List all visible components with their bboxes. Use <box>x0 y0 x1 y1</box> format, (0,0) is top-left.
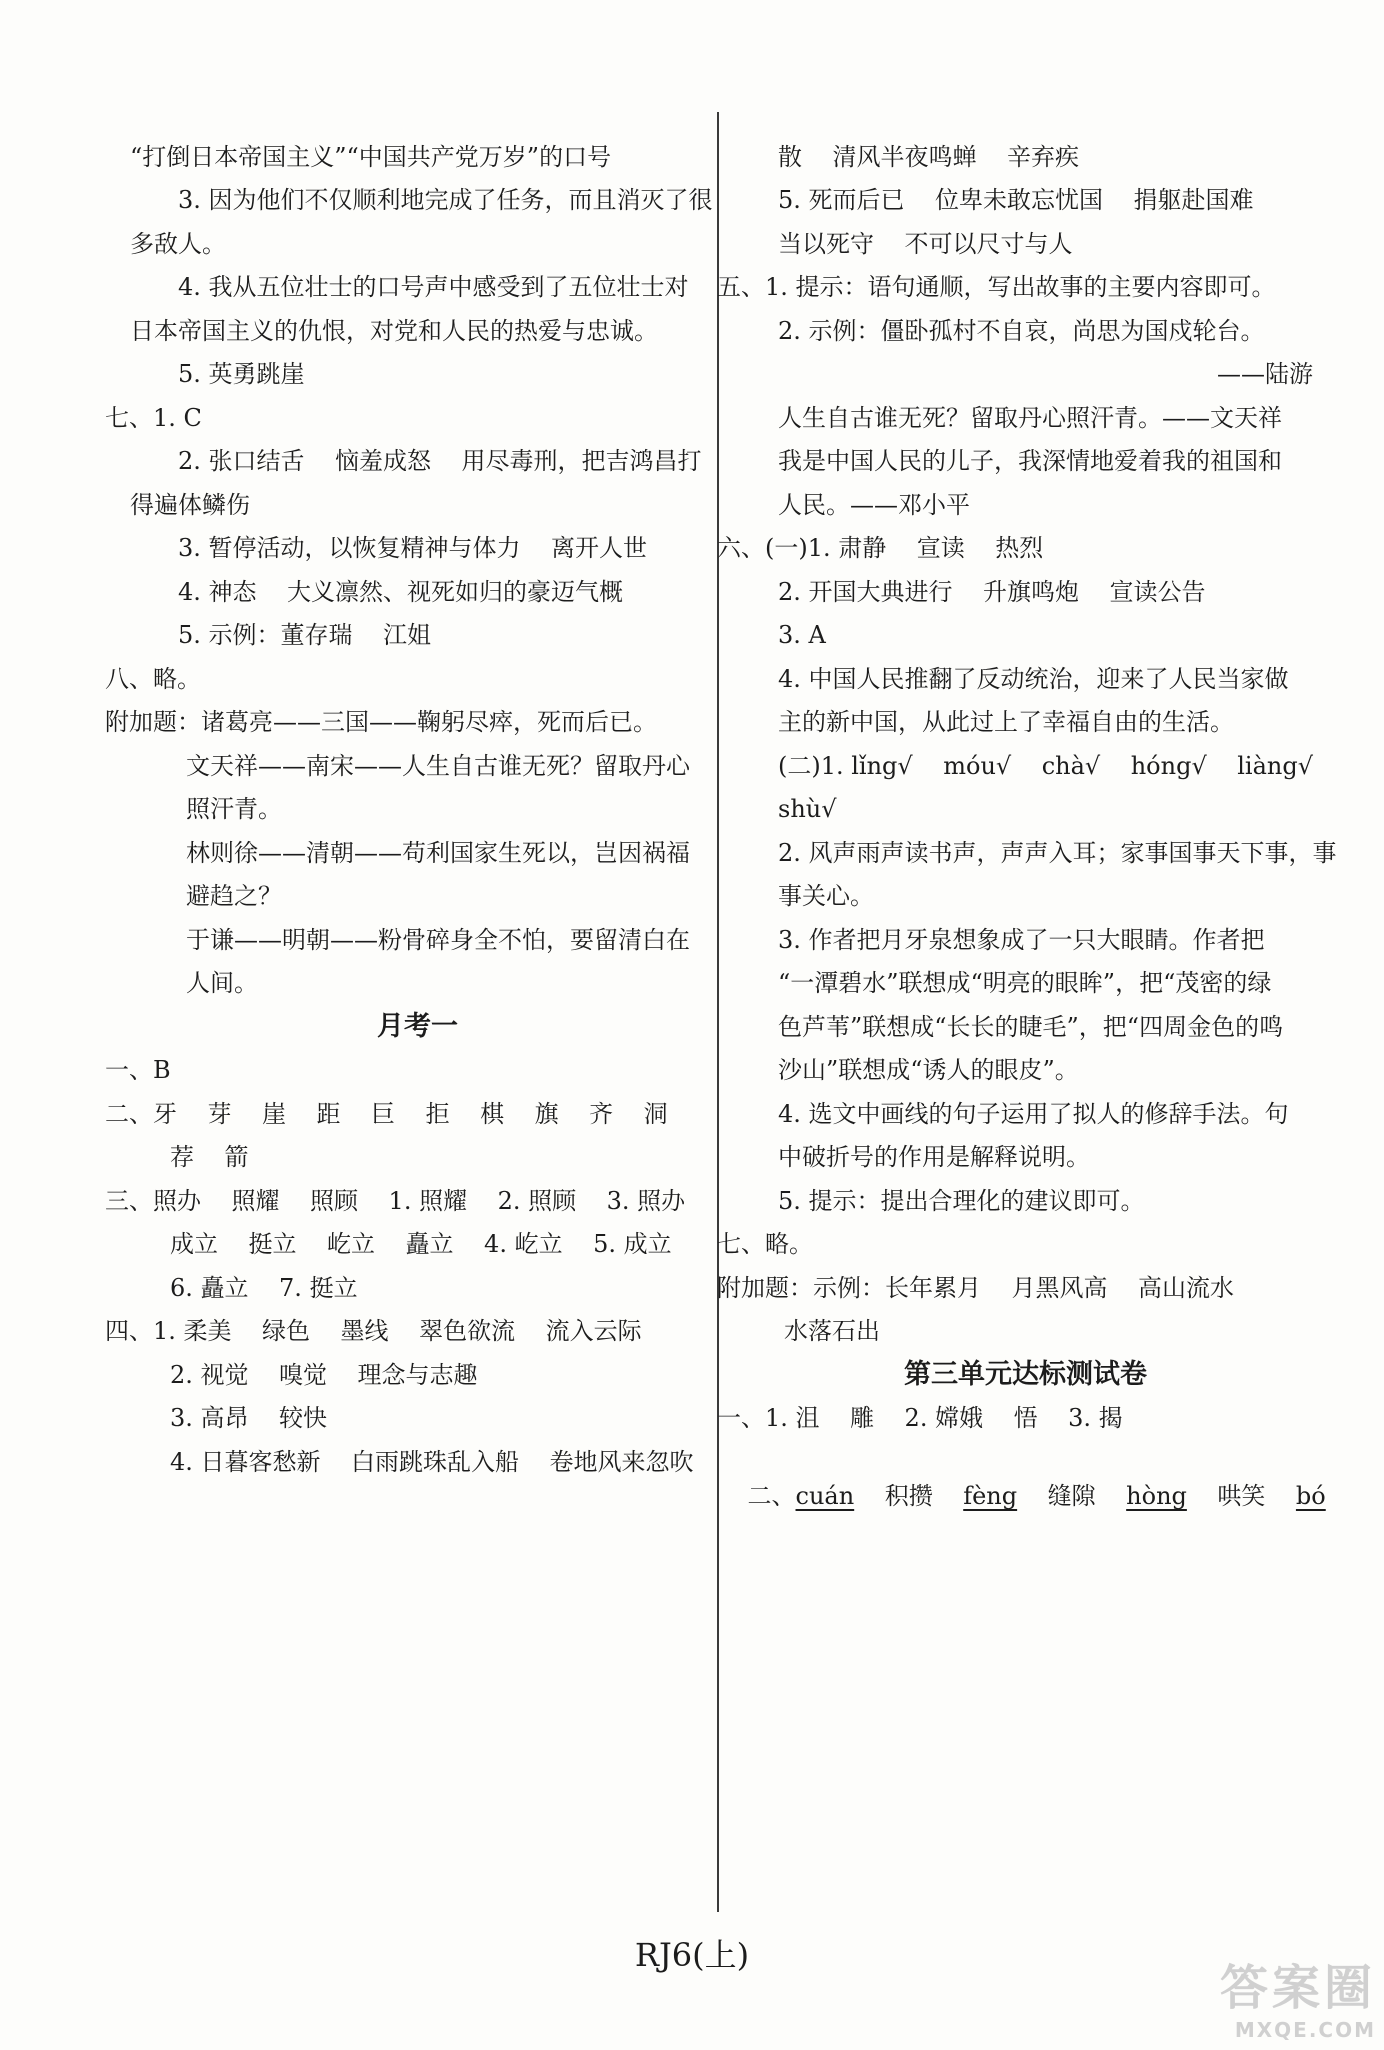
answer-line: 事关心。 <box>778 882 874 910</box>
answer-line: 林则徐——清朝——苟利国家生死以，岂因祸福 <box>186 839 690 867</box>
answer-line: 2. 风声雨声读书声，声声入耳；家事国事天下事，事 <box>778 839 1337 867</box>
section-heading: 二、牙 芽 崖 距 巨 拒 棋 旗 齐 洞 <box>105 1100 668 1128</box>
answer-line: 4. 日暮客愁新 白雨跳珠乱入船 卷地风来忽吹 <box>170 1448 694 1476</box>
answer-line: 2. 示例：僵卧孤村不自哀，尚思为国戍轮台。 <box>778 317 1265 345</box>
pinyin: bó <box>1295 1482 1326 1510</box>
answer-line: 水落石出 <box>784 1317 880 1345</box>
answer-line: 2. 开国大典进行 升旗鸣炮 宣读公告 <box>778 578 1206 606</box>
section-heading: 四、1. 柔美 绿色 墨线 翠色欲流 流入云际 <box>105 1317 642 1345</box>
unit-test-title: 第三单元达标测试卷 <box>904 1359 1147 1390</box>
answer-line: “一潭碧水”联想成“明亮的眼眸”，把“茂密的绿 <box>778 969 1272 997</box>
column-divider <box>717 112 719 1912</box>
answer-line: 避趋之？ <box>186 882 282 910</box>
pinyin: fèng <box>963 1482 1018 1510</box>
watermark <box>1220 1949 1376 2042</box>
answer-line: 沙山”联想成“诱人的眼皮”。 <box>778 1056 1079 1084</box>
answer-line: 5. 示例：董存瑞 江姐 <box>178 621 432 649</box>
answer-line: 3. 暂停活动，以恢复精神与体力 离开人世 <box>178 534 648 562</box>
section-heading: 八、略。 <box>105 665 201 693</box>
section-heading: 五、1. 提示：语句通顺，写出故事的主要内容即可。 <box>717 273 1276 301</box>
answer-word: 积攒 <box>884 1482 933 1510</box>
answer-line: 日本帝国主义的仇恨，对党和人民的热爱与忠诚。 <box>130 317 658 345</box>
answer-line: 4. 我从五位壮士的口号声中感受到了五位壮士对 <box>178 273 689 301</box>
answer-line: 5. 死而后已 位卑未敢忘忧国 捐躯赴国难 <box>778 186 1254 214</box>
bonus-question: 附加题：示例：长年累月 月黑风高 高山流水 <box>717 1274 1235 1302</box>
answer-line: 主的新中国，从此过上了幸福自由的生活。 <box>778 708 1234 736</box>
answer-line: 人生自古谁无死？留取丹心照汗青。——文天祥 <box>778 404 1282 432</box>
section-heading: 七、1. C <box>105 404 202 432</box>
section-heading: 三、照办 照耀 照顾 1. 照耀 2. 照顾 3. 照办 <box>105 1187 686 1215</box>
answer-line: 荐 箭 <box>170 1143 249 1171</box>
answer-line: 得遍体鳞伤 <box>130 491 250 519</box>
pinyin: cuán <box>795 1482 855 1510</box>
answer-word: 缝隙 <box>1047 1482 1096 1510</box>
answer-line: 4. 神态 大义凛然、视死如归的豪迈气概 <box>178 578 624 606</box>
answer-line: 3. 作者把月牙泉想象成了一只大眼睛。作者把 <box>778 926 1265 954</box>
answer-line: 中破折号的作用是解释说明。 <box>778 1143 1090 1171</box>
section-heading: 七、略。 <box>717 1230 813 1258</box>
answer-line: 2. 视觉 嗅觉 理念与志趣 <box>170 1361 478 1389</box>
answer-line: 3. 因为他们不仅顺利地完成了任务，而且消灭了很 <box>178 186 713 214</box>
section-heading: 一、1. 沮 雕 2. 嫦娥 悟 3. 揭 <box>717 1404 1123 1432</box>
section-label: 二、 <box>747 1482 796 1510</box>
answer-line: 4. 选文中画线的句子运用了拟人的修辞手法。句 <box>778 1100 1289 1128</box>
answer-line: 5. 提示：提出合理化的建议即可。 <box>778 1187 1145 1215</box>
answer-line: 2. 张口结舌 恼羞成怒 用尽毒刑，把吉鸿昌打 <box>178 447 702 475</box>
watermark-logo: 答案圈 <box>1219 1960 1376 2016</box>
bonus-question: 附加题：诸葛亮——三国——鞠躬尽瘁，死而后已。 <box>105 708 657 736</box>
answer-line: 3. A <box>778 621 826 649</box>
section-heading: 六、(一)1. 肃静 宣读 热烈 <box>717 534 1044 562</box>
pinyin: hòng <box>1126 1482 1187 1510</box>
answer-line: 色芦苇”联想成“长长的睫毛”，把“四周金色的鸣 <box>778 1013 1284 1041</box>
answer-line: shù√ <box>778 795 837 823</box>
answer-line: 5. 英勇跳崖 <box>178 360 305 388</box>
answer-line: 我是中国人民的儿子，我深情地爱着我的祖国和 <box>778 447 1282 475</box>
answer-line: 于谦——明朝——粉骨碎身全不怕，要留清白在 <box>186 926 690 954</box>
answer-line: 照汗青。 <box>186 795 282 823</box>
answer-line: 人间。 <box>186 969 258 997</box>
pinyin-answer-row <box>717 1445 1326 1510</box>
exam-title: 月考一 <box>377 1011 458 1042</box>
answer-line: 3. 高昂 较快 <box>170 1404 328 1432</box>
answer-line: “打倒日本帝国主义”“中国共产党万岁”的口号 <box>130 143 612 171</box>
answer-line: 人民。——邓小平 <box>778 491 970 519</box>
page-footer: RJ6(上) <box>634 1936 750 1974</box>
quote-author: ——陆游 <box>1217 360 1313 388</box>
answer-line: 当以死守 不可以尺寸与人 <box>778 230 1073 258</box>
answer-line: 4. 中国人民推翻了反动统治，迎来了人民当家做 <box>778 665 1289 693</box>
answer-line: 散 清风半夜鸣蝉 辛弃疾 <box>778 143 1080 171</box>
answer-line: 6. 矗立 7. 挺立 <box>170 1274 358 1302</box>
watermark-site: MXQE.COM <box>1234 2018 1376 2042</box>
answer-line: 多敌人。 <box>130 230 226 258</box>
answer-line: 文天祥——南宋——人生自古谁无死？留取丹心 <box>186 752 690 780</box>
answer-line: 成立 挺立 屹立 矗立 4. 屹立 5. 成立 <box>170 1230 672 1258</box>
answer-line: (二)1. lǐng√ móu√ chà√ hóng√ liàng√ <box>778 752 1314 780</box>
answer-word: 哄笑 <box>1217 1482 1266 1510</box>
section-heading: 一、B <box>105 1056 171 1084</box>
